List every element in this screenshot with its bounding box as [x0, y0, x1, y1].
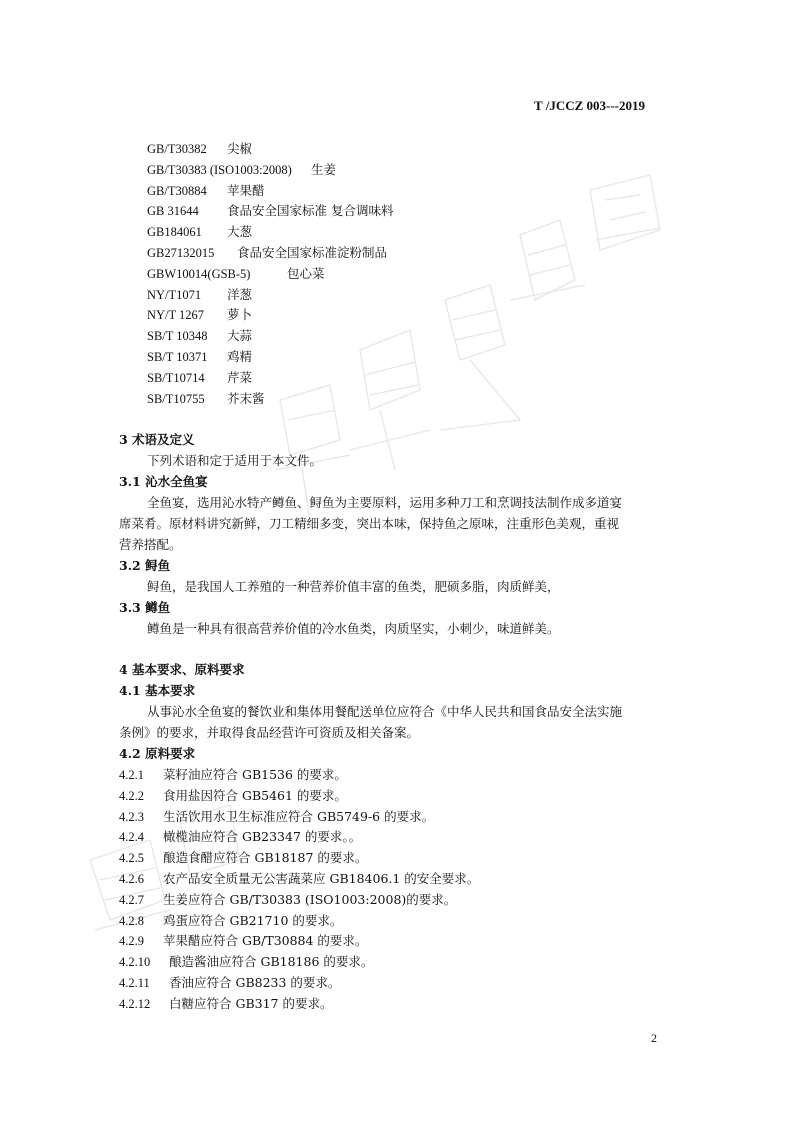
- requirement-number: 4.2.1: [119, 768, 144, 782]
- requirement-text: 酿造酱油应符合 GB18186 的要求。: [169, 954, 374, 970]
- requirement-item: [119, 913, 342, 929]
- requirement-text: 农产品安全质量无公害蔬菜应 GB18406.1 的安全要求。: [163, 871, 480, 886]
- reference-item: [147, 183, 265, 199]
- requirement-item: [119, 933, 367, 949]
- reference-code: SB/T10714: [147, 370, 205, 385]
- reference-name: 芥末酱: [227, 390, 265, 406]
- requirement-number: 4.2.3: [119, 809, 144, 824]
- requirement-number: 4.2.7: [119, 892, 144, 907]
- reference-item: [147, 391, 265, 407]
- reference-item: [147, 245, 387, 261]
- requirement-number: 4.2.8: [119, 913, 144, 928]
- reference-item: [147, 370, 252, 386]
- section-4-heading: 4 基本要求、原料要求: [119, 662, 245, 677]
- requirement-text: 鸡蛋应符合 GB21710 的要求。: [163, 912, 343, 928]
- reference-name: 生姜: [311, 161, 337, 177]
- requirement-text: 生姜应符合 GB/T30383 (ISO1003:2008)的要求。: [163, 891, 457, 907]
- requirement-number: 4.2.9: [119, 934, 144, 949]
- reference-item: [147, 328, 252, 344]
- requirement-text: 苹果醋应符合 GB/T30884 的要求。: [163, 933, 368, 949]
- reference-name: 大蒜: [227, 328, 253, 344]
- reference-name: 大葱: [227, 224, 253, 240]
- section-3-2-heading: 3.2 鲟鱼: [119, 558, 171, 573]
- document-code-header: T /JCCZ 003---2019: [534, 98, 645, 113]
- requirement-item: [119, 975, 340, 991]
- reference-code: GB 31644: [147, 204, 199, 219]
- section-3-1-text-line2: 席菜肴。原材料讲究新鲜，刀工精细多变，突出本味，保持鱼之原味，注重形色美观，重视: [119, 516, 620, 531]
- reference-code: NY/T 1267: [147, 308, 205, 323]
- requirement-item: [119, 892, 456, 908]
- reference-name: 食品安全国家标准淀粉制品: [237, 245, 388, 260]
- section-3-1-heading: 3.1 沁水全鱼宴: [119, 474, 208, 489]
- reference-code: NY/T1071: [147, 287, 202, 302]
- reference-name: 鸡精: [227, 349, 253, 364]
- reference-code: GB/T30884: [147, 183, 207, 198]
- reference-name: 尖椒: [227, 141, 253, 156]
- reference-item: [147, 141, 252, 157]
- requirement-text: 香油应符合 GB8233 的要求。: [169, 975, 341, 990]
- reference-name: 萝卜: [227, 307, 253, 323]
- requirement-number: 4.2.12: [119, 996, 151, 1011]
- requirement-text: 菜籽油应符合 GB1536 的要求。: [163, 767, 347, 782]
- reference-item: [147, 203, 393, 219]
- requirement-item: [119, 767, 347, 783]
- reference-name: 苹果醋: [227, 182, 265, 198]
- section-3-3-heading: 3.3 鳟鱼: [119, 600, 171, 615]
- requirement-text: 酿造食醋应符合 GB18187 的要求。: [163, 850, 368, 866]
- reference-code: SB/T 10348: [147, 329, 208, 344]
- reference-name: 芹菜: [227, 369, 253, 385]
- reference-code: GB/T30382: [147, 142, 207, 156]
- reference-code: GB27132015: [147, 246, 215, 260]
- reference-name: 包心菜: [287, 265, 325, 281]
- requirement-item: [119, 829, 361, 845]
- requirement-number: 4.2.11: [119, 976, 150, 990]
- section-4-1-heading: 4.1 基本要求: [119, 683, 196, 698]
- requirement-text: 生活饮用水卫生标准应符合 GB5749-6 的要求。: [163, 808, 435, 824]
- requirement-item: [119, 850, 367, 866]
- requirement-number: 4.2.6: [119, 872, 144, 886]
- section-3-intro: 下列术语和定于适用于本文件。: [147, 453, 323, 468]
- requirement-number: 4.2.4: [119, 830, 144, 845]
- reference-code: GB184061: [147, 225, 202, 240]
- reference-item: [147, 307, 252, 323]
- reference-code: GB/T30383 (ISO1003:2008): [147, 162, 292, 177]
- section-3-1-text-line3: 营养搭配。: [119, 537, 182, 552]
- reference-code: SB/T10755: [147, 391, 205, 406]
- reference-item: [147, 162, 336, 178]
- section-4-2-heading: 4.2 原料要求: [119, 746, 196, 761]
- requirement-item: [119, 871, 479, 887]
- reference-name: 洋葱: [227, 286, 253, 302]
- reference-name: 食品安全国家标准 复合调味料: [227, 203, 394, 219]
- requirement-item: [119, 788, 347, 804]
- requirement-text: 食用盐因符合 GB5461 的要求。: [163, 787, 347, 803]
- reference-item: [147, 224, 252, 240]
- reference-item: [147, 349, 252, 365]
- reference-code: SB/T 10371: [147, 350, 208, 364]
- requirement-item: [119, 954, 373, 970]
- requirement-number: 4.2.10: [119, 955, 151, 970]
- requirement-number: 4.2.5: [119, 851, 144, 866]
- requirement-text: 橄榄油应符合 GB23347 的要求。。: [163, 829, 362, 845]
- section-3-1-text-line1: 全鱼宴，选用沁水特产鳟鱼、鲟鱼为主要原料，运用多种刀工和烹调技法制作成多道宴: [147, 495, 623, 510]
- section-4-1-text-line1: 从事沁水全鱼宴的餐饮业和集体用餐配送单位应符合《中华人民共和国食品安全法实施: [147, 704, 623, 719]
- page-number: 2: [651, 1031, 657, 1045]
- reference-code: GBW10014(GSB-5): [147, 266, 251, 281]
- reference-item: [147, 287, 252, 303]
- requirement-item: [119, 809, 434, 825]
- section-3-heading: 3 术语及定义: [119, 432, 195, 447]
- requirement-item: [119, 996, 332, 1012]
- section-4-1-text-line2: 条例》的要求，并取得食品经营许可资质及相关备案。: [119, 725, 420, 740]
- section-3-2-text: 鲟鱼，是我国人工养殖的一种营养价值丰富的鱼类，肥硕多脂，肉质鲜美，: [147, 579, 560, 594]
- requirement-number: 4.2.2: [119, 788, 144, 803]
- section-3-3-text: 鳟鱼是一种具有很高营养价值的冷水鱼类，肉质坚实，小刺少，味道鲜美。: [147, 621, 560, 636]
- requirement-text: 白糖应符合 GB317 的要求。: [169, 995, 333, 1011]
- reference-item: [147, 266, 325, 282]
